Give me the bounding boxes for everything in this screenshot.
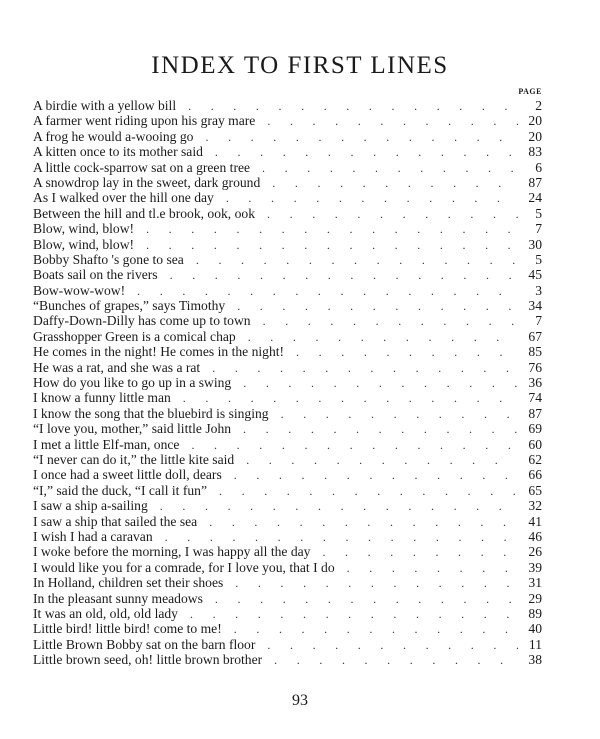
- entry-page-number: 85: [528, 344, 542, 360]
- entry-page-number: 26: [528, 544, 542, 560]
- entry-page-number: 20: [528, 128, 542, 144]
- index-entry: [33, 206, 542, 221]
- dot-leader: [234, 622, 518, 636]
- entry-page-number: 6: [535, 159, 542, 175]
- dot-leader: [246, 453, 518, 467]
- entry-page-number: 89: [528, 605, 542, 621]
- dot-leader: [190, 607, 518, 621]
- index-entry: [33, 329, 542, 344]
- index-entry: [33, 98, 542, 113]
- index-entry: [33, 575, 542, 590]
- index-entry: [33, 406, 542, 421]
- dot-leader: [267, 207, 518, 221]
- first-line-text: Bobby Shafto 's gone to sea: [33, 251, 184, 267]
- index-entry: [33, 175, 542, 190]
- dot-leader: [170, 268, 518, 282]
- first-line-text: I saw a ship a-sailing: [33, 498, 148, 514]
- index-entry: [33, 360, 542, 375]
- entry-page-number: 24: [528, 190, 542, 206]
- first-line-text: “I love you, mother,” said little John: [33, 421, 232, 437]
- first-line-text: A snowdrop lay in the sweet, dark ground: [33, 174, 261, 190]
- first-line-text: As I walked over the hill one day: [33, 190, 214, 206]
- first-line-text: Little brown seed, oh! little brown brother: [33, 652, 263, 668]
- dot-leader: [188, 99, 518, 113]
- dot-leader: [196, 253, 518, 267]
- entry-page-number: 5: [535, 205, 542, 221]
- entry-page-number: 60: [528, 436, 542, 452]
- dot-leader: [183, 391, 518, 405]
- dot-leader: [205, 130, 518, 144]
- index-entry: [33, 221, 542, 236]
- dot-leader: [191, 438, 518, 452]
- dot-leader: [146, 238, 518, 252]
- index-entry: [33, 298, 542, 313]
- first-lines-index-list: [33, 98, 542, 667]
- first-line-text: I wish I had a caravan: [33, 528, 153, 544]
- dot-leader: [267, 114, 518, 128]
- first-line-text: Grasshopper Green is a comical chap: [33, 328, 236, 344]
- dot-leader: [235, 576, 518, 590]
- first-line-text: Blow, wind, blow!: [33, 236, 135, 252]
- entry-page-number: 74: [528, 390, 542, 406]
- dot-leader: [146, 222, 518, 236]
- first-line-text: Between the hill and tl.e brook, ook, ook: [33, 205, 255, 221]
- index-entry: [33, 344, 542, 359]
- entry-page-number: 7: [535, 313, 542, 329]
- index-entry: [33, 129, 542, 144]
- first-line-text: Little Brown Bobby sat on the barn floor: [33, 636, 256, 652]
- first-line-text: He was a rat, and she was a rat: [33, 359, 201, 375]
- first-line-text: I know a funny little man: [33, 390, 171, 406]
- dot-leader: [263, 314, 518, 328]
- first-line-text: A kitten once to its mother said: [33, 144, 203, 160]
- entry-page-number: 45: [528, 267, 542, 283]
- index-entry: [33, 467, 542, 482]
- first-line-text: Blow, wind, blow!: [33, 221, 135, 237]
- index-entry: [33, 483, 542, 498]
- first-line-text: Daffy-Down-Dilly has come up to town: [33, 313, 251, 329]
- dot-leader: [212, 361, 518, 375]
- first-line-text: I woke before the morning, I was happy all the day: [33, 544, 311, 560]
- index-entry: [33, 452, 542, 467]
- index-entry: [33, 514, 542, 529]
- entry-page-number: 87: [528, 174, 542, 190]
- first-line-text: Bow-wow-wow!: [33, 282, 126, 298]
- dot-leader: [226, 191, 518, 205]
- dot-leader: [215, 145, 518, 159]
- index-entry: [33, 637, 542, 652]
- entry-page-number: 2: [535, 98, 542, 113]
- first-line-text: A farmer went riding upon his gray mare: [33, 113, 256, 129]
- index-entry: [33, 252, 542, 267]
- index-entry: [33, 267, 542, 282]
- first-line-text: I once had a sweet little doll, dears: [33, 467, 222, 483]
- dot-leader: [209, 515, 518, 529]
- index-entry: [33, 160, 542, 175]
- index-entry: [33, 190, 542, 205]
- entry-page-number: 5: [535, 251, 542, 267]
- index-entry: [33, 591, 542, 606]
- entry-page-number: 30: [528, 236, 542, 252]
- dot-leader: [296, 345, 518, 359]
- entry-page-number: 31: [528, 575, 542, 591]
- entry-page-number: 76: [528, 359, 542, 375]
- first-line-text: “I,” said the duck, “I call it fun”: [33, 482, 207, 498]
- dot-leader: [272, 176, 518, 190]
- dot-leader: [219, 484, 518, 498]
- first-line-text: “I never can do it,” the little kite said: [33, 451, 235, 467]
- first-line-text: It was an old, old, old lady: [33, 605, 178, 621]
- index-entry: [33, 498, 542, 513]
- index-entry: [33, 606, 542, 621]
- index-entry: [33, 529, 542, 544]
- first-line-text: I know the song that the bluebird is singing: [33, 405, 269, 421]
- first-line-text: I met a little Elf-man, once: [33, 436, 180, 452]
- dot-leader: [248, 330, 518, 344]
- entry-page-number: 11: [528, 636, 542, 652]
- dot-leader: [234, 468, 518, 482]
- entry-page-number: 20: [528, 113, 542, 129]
- index-entry: [33, 652, 542, 667]
- entry-page-number: 32: [528, 498, 542, 514]
- entry-page-number: 36: [528, 375, 542, 391]
- page-column-label: PAGE: [518, 87, 542, 96]
- page-number: 93: [292, 692, 308, 709]
- first-line-text: I would like you for a comrade, for I love you, that I do: [33, 559, 335, 575]
- first-line-text: A frog he would a-wooing go: [33, 128, 194, 144]
- first-line-text: He comes in the night! He comes in the night!: [33, 344, 285, 360]
- dot-leader: [274, 653, 518, 667]
- entry-page-number: 40: [528, 621, 542, 637]
- index-entry: [33, 113, 542, 128]
- first-line-text: In Holland, children set their shoes: [33, 575, 224, 591]
- entry-page-number: 38: [528, 652, 542, 668]
- dot-leader: [267, 638, 518, 652]
- index-entry: [33, 421, 542, 436]
- dot-leader: [243, 376, 518, 390]
- index-entry: [33, 283, 542, 298]
- first-line-text: I saw a ship that sailed the sea: [33, 513, 198, 529]
- entry-page-number: 69: [528, 421, 542, 437]
- dot-leader: [215, 592, 518, 606]
- dot-leader: [243, 422, 518, 436]
- dot-leader: [322, 545, 518, 559]
- entry-page-number: 66: [528, 467, 542, 483]
- first-line-text: “Bunches of grapes,” says Timothy: [33, 298, 226, 314]
- index-entry: [33, 390, 542, 405]
- entry-page-number: 65: [528, 482, 542, 498]
- entry-page-number: 3: [535, 282, 542, 298]
- dot-leader: [160, 499, 518, 513]
- index-entry: [33, 375, 542, 390]
- page-title: INDEX TO FIRST LINES: [151, 52, 449, 79]
- entry-page-number: 46: [528, 528, 542, 544]
- first-line-text: How do you like to go up in a swing: [33, 375, 232, 391]
- entry-page-number: 87: [528, 405, 542, 421]
- dot-leader: [137, 284, 518, 298]
- entry-page-number: 83: [528, 144, 542, 160]
- entry-page-number: 29: [528, 590, 542, 606]
- first-line-text: A little cock-sparrow sat on a green tree: [33, 159, 251, 175]
- entry-page-number: 7: [535, 221, 542, 237]
- dot-leader: [237, 299, 518, 313]
- index-entry: [33, 437, 542, 452]
- first-line-text: In the pleasant sunny meadows: [33, 590, 203, 606]
- dot-leader: [262, 161, 518, 175]
- entry-page-number: 41: [528, 513, 542, 529]
- entry-page-number: 34: [528, 298, 542, 314]
- entry-page-number: 39: [528, 559, 542, 575]
- dot-leader: [281, 407, 518, 421]
- index-entry: [33, 237, 542, 252]
- index-entry: [33, 621, 542, 636]
- index-entry: [33, 144, 542, 159]
- first-line-text: A birdie with a yellow bill: [33, 98, 177, 113]
- index-entry: [33, 544, 542, 559]
- entry-page-number: 67: [528, 328, 542, 344]
- first-line-text: Little bird! little bird! come to me!: [33, 621, 222, 637]
- dot-leader: [347, 561, 518, 575]
- index-entry: [33, 560, 542, 575]
- dot-leader: [165, 530, 518, 544]
- first-line-text: Boats sail on the rivers: [33, 267, 158, 283]
- entry-page-number: 62: [528, 451, 542, 467]
- index-entry: [33, 313, 542, 328]
